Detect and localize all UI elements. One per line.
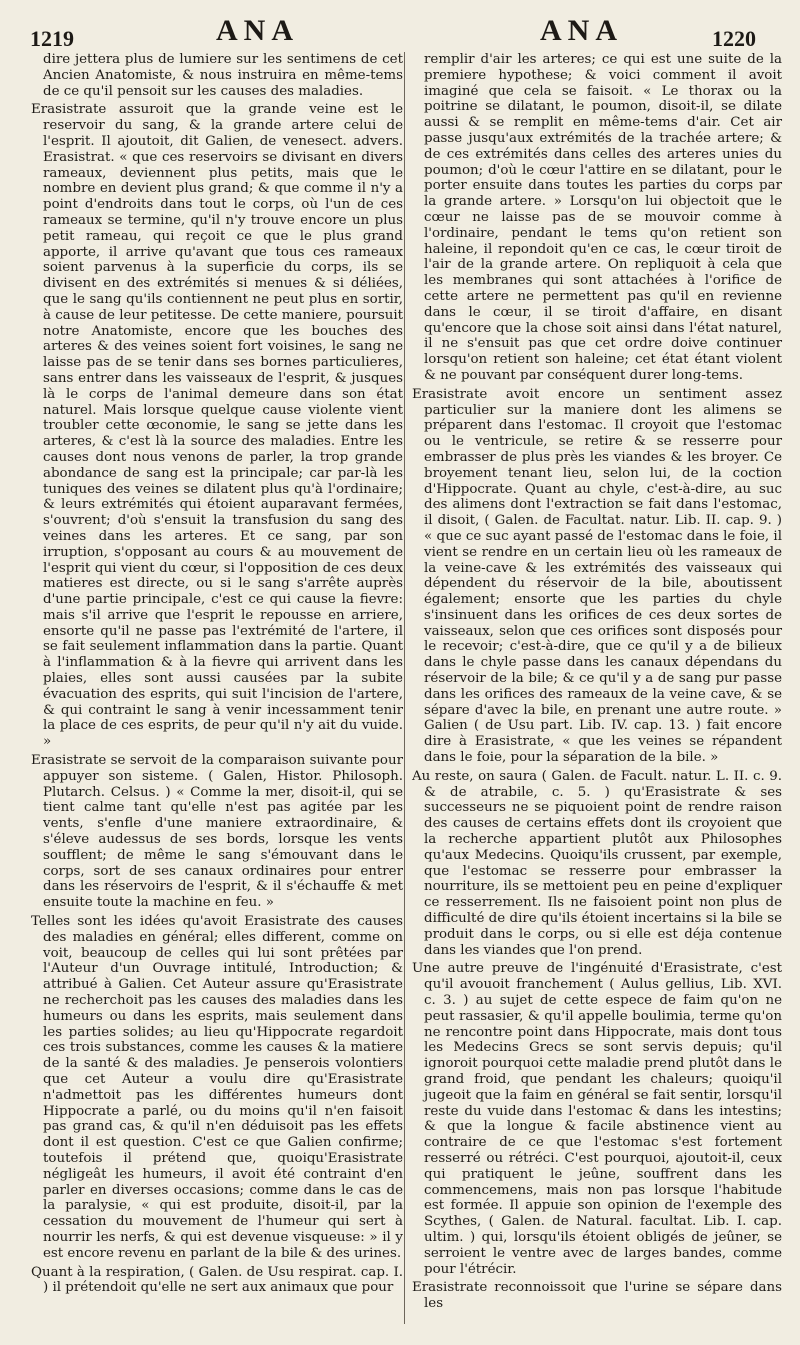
- paragraph-text: Erasistrate se servoit de la comparaison suivante pour appuyer son sisteme. ( Galen, Histor. Philosoph. Plutarch. Celsus. ) « Comme la mer, disoit-il, qui se tient calme tant qu'elle n'est pas agitée par les vents, s'enfle d'une maniere extraordinaire, & s'éleve audessus de ses bords, lorsque les vents soufflent; de même le sang s'émouvant dans le corps, sort de ses canaux ordinaires pour entrer dans les réservoirs de l'esprit, & il s'échauffe & met ensuite toute la machine en feu. »: [31, 753, 403, 911]
- paragraph-text: Au reste, on saura ( Galen. de Facult. natur. L. II. c. 9. & de atrabile, c. 5. ) qu'Erasistrate & ses successeurs ne se piquoient point de rendre raison des causes de certains effets dont ils croyoient que la recherche appartient plutôt aux Philosophes qu'aux Medecins. Quoiqu'ils crussent, par exemple, que l'estomac se resserre pour embrasser la nourriture, ils se mettoient peu en peine d'expliquer ce resserrement. Ils ne faisoient point non plus de difficulté de dire qu'ils étoient incertains si la bile se produit dans le corps, ou si elle est déja contenue dans les viandes que l'on prend.: [412, 768, 782, 958]
- paragraph: [31, 753, 403, 911]
- right-page-number: 1220: [712, 26, 756, 51]
- paragraph-text: remplir d'air les arteres; ce qui est une suite de la premiere hypothese; & voici comment il avoit imaginé que cela se faisoit. « Le thorax ou la poitrine se dilatant, le poumon, disoit-il, se dilate aussi & se remplit en même-tems d'air. Cet air passe jusqu'aux extrémités de la trachée artere; & de ces extrémités dans celles des arteres unies du poumon; d'où le cœur l'attire en se dilatant, pour le porter ensuite dans toutes les parties du corps par la grande artere. » Lorsqu'on lui objectoit que le cœur ne laisse pas de se mouvoir comme à l'ordinaire, pendant le tems qu'on retient son haleine, il repondoit qu'en ce cas, le cœur tiroit de l'air de la grande artere. On repliquoit à cela que les membranes qui sont attachées à l'orifice de cette artere ne permettent pas qu'il en revienne dans le cœur, il se tiroit d'affaire, en disant qu'encore que la chose soit ainsi dans l'état naturel, il ne s'ensuit pas que cet ordre doive continuer lorsqu'on retient son haleine; cet état étant violent & ne pouvant par conséquent durer long-tems.: [424, 52, 782, 383]
- right-running-title: ANA: [540, 14, 623, 47]
- paragraph: [412, 769, 782, 959]
- paragraph-text: Erasistrate assuroit que la grande veine est le reservoir du sang, & la grande artere celui de l'esprit. Il ajoutoit, dit Galien, de venesect. advers. Erasistrat. « que ces reservoirs se divisant en divers rameaux, deviennent plus petits, mais que le nombre en devient plus grand; & que comme il n'y a point d'endroits dans tout le corps, où l'un de ces rameaux se termine, qu'il n'y trouve encore un plus petit rameau, qui reçoit ce que le plus grand apporte, il arrive qu'avant que tous ces rameaux soient parvenus à la superficie du corps, ils se divisent en des extrémités si menues & si déliées, que le sang qu'ils contiennent ne peut plus en sortir, à cause de leur petitesse. De cette maniere, poursuit notre Anatomiste, encore que les bouches des arteres & des veines soient fort voisines, le sang ne laisse pas de se tenir dans ses bornes particulieres, sans entrer dans les vaisseaux de l'esprit, & jusques là le corps de l'animal demeure dans son état naturel. Mais lorsque quelque cause violente vient troubler cette œconomie, le sang se jette dans les arteres, & c'est là la source des maladies. Entre les causes dont nous venons de parler, la trop grande abondance de sang est la principale; car par-là les tuniques des veines se dilatent plus qu'à l'ordinaire; & leurs extrémités qui étoient auparavant fermées, s'ouvrent; d'où s'ensuit la transfusion du sang des veines dans les arteres. Et ce sang, par son irruption, s'opposant au cours & au mouvement de l'esprit qui vient du cœur, si l'opposition de ces deux matieres est directe, ou si le sang s'arrête auprès d'une partie principale, c'est ce qui cause la fievre: mais s'il arrive que l'esprit le repousse en arriere, ensorte qu'il ne passe pas l'extrémité de l'artere, il se fait seulement inflammation dans la partie. Quant à l'inflammation & à la fievre qui arrivent dans les plaies, elles sont aussi causées par la subite évacuation des esprits, qui suit l'incision de l'artere, & qui contraint le sang à venir incessamment tenir la place de ces esprits, de peur qu'il n'y ait du vuide. »: [31, 102, 403, 750]
- paragraph-text: Une autre preuve de l'ingénuité d'Erasistrate, c'est qu'il avouoit franchement ( Aulus gellius, Lib. XVI. c. 3. ) au sujet de cette espece de faim qu'on ne peut rassasier, & qu'il appelle boulimia, terme qu'on ne rencontre point dans Hippocrate, mais dont tous les Medecins Grecs se sont servis depuis; qu'il ignoroit pourquoi cette maladie prend plutôt dans le grand froid, que pendant les chaleurs; quoiqu'il jugeoit que la faim en général se fait sentir, lorsqu'il reste du vuide dans l'estomac & dans les intestins; & que la longue & facile abstinence vient au contraire de ce que l'estomac s'est fortement resserré ou rétréci. C'est pourquoi, ajoutoit-il, ceux qui pratiquent le jeûne, souffrent dans les commencemens, mais non pas lorsque l'habitude est formée. Il appuie son opinion de l'exemple des Scythes, ( Galen. de Natural. facultat. Lib. I. cap. ultim. ) qui, lorsqu'ils étoient obligés de jeûner, se serroient le ventre avec de larges bandes, comme pour l'étrécir.: [412, 961, 782, 1277]
- paragraph: [31, 102, 403, 750]
- paragraph-text: Erasistrate reconnoissoit que l'urine se sépare dans les: [412, 1280, 782, 1312]
- paragraph: [412, 52, 782, 384]
- right-column: [412, 52, 782, 1315]
- paragraph: [412, 387, 782, 766]
- left-column: [31, 52, 403, 1299]
- paragraph-text: Telles sont les idées qu'avoit Erasistrate des causes des maladies en général; elles different, comme on voit, beaucoup de celles qui lui sont prêtées par l'Auteur d'un Ouvrage intitulé, Introduction; & attribué à Galien. Cet Auteur assure qu'Erasistrate ne recherchoit pas les causes des maladies dans les humeurs ou dans les esprits, mais seulement dans les parties solides; au lieu qu'Hippocrate regardoit ces trois substances, comme les causes & la matiere de la santé & des maladies. Je penserois volontiers que cet Auteur a voulu dire qu'Erasistrate n'admettoit pas les différentes humeurs dont Hippocrate a parlé, ou du moins qu'il n'en faisoit pas grand cas, & qu'il n'en déduisoit pas les effets dont il est question. C'est ce que Galien confirme; toutefois il prétend que, quoiqu'Erasistrate négligeât les humeurs, il avoit été contraint d'en parler en diverses occasions; comme dans le cas de la paralysie, « qui est produite, disoit-il, par la cessation du mouvement de l'humeur qui sert à nourrir les nerfs, & qui est devenue visqueuse: » il y est encore revenu en parlant de la bile & des urines.: [31, 914, 403, 1261]
- paragraph-text: dire jettera plus de lumiere sur les sentimens de cet Ancien Anatomiste, & nous instruira en même-tems de ce qu'il pensoit sur les causes des maladies.: [43, 52, 403, 99]
- paragraph: [31, 914, 403, 1262]
- left-running-title: ANA: [216, 14, 299, 47]
- paragraph-text: Quant à la respiration, ( Galen. de Usu respirat. cap. I. ) il prétendoit qu'elle ne sert aux animaux que pour: [31, 1264, 403, 1296]
- paragraph-text: Erasistrate avoit encore un sentiment assez particulier sur la maniere dont les alimens se préparent dans l'estomac. Il croyoit que l'estomac ou le ventricule, se retire & se resserre pour embrasser de plus près les viandes & les broyer. Ce broyement tenant lieu, selon lui, de la coction d'Hippocrate. Quant au chyle, c'est-à-dire, au suc des alimens dont l'extraction se fait dans l'estomac, il disoit, ( Galen. de Facultat. natur. Lib. II. cap. 9. ) « que ce suc ayant passé de l'estomac dans le foie, il vient se rendre en un certain lieu où les rameaux de la veine-cave & les extrémités des vaisseaux qui dépendent du réservoir de la bile, aboutissent également; ensorte que les parties du chyle s'insinuent dans les orifices de ces deux sortes de vaisseaux, selon que ces orifices sont disposés pour le recevoir; c'est-à-dire, que ce qu'il y a de bilieux dans le chyle passe dans les canaux dépendans du réservoir de la bile; & ce qu'il y a de sang pur passe dans les orifices des rameaux de la veine cave, & se sépare d'avec la bile, en prenant une autre route. » Galien ( de Usu part. Lib. IV. cap. 13. ) fait encore dire à Erasistrate, « que les veines se répandent dans le foie, pour la séparation de la bile. »: [412, 386, 782, 766]
- column-divider: [404, 52, 405, 1324]
- paragraph: [412, 1280, 782, 1312]
- left-page-number: 1219: [30, 26, 74, 51]
- paragraph: [31, 52, 403, 99]
- paragraph: [412, 961, 782, 1277]
- paragraph: [31, 1265, 403, 1297]
